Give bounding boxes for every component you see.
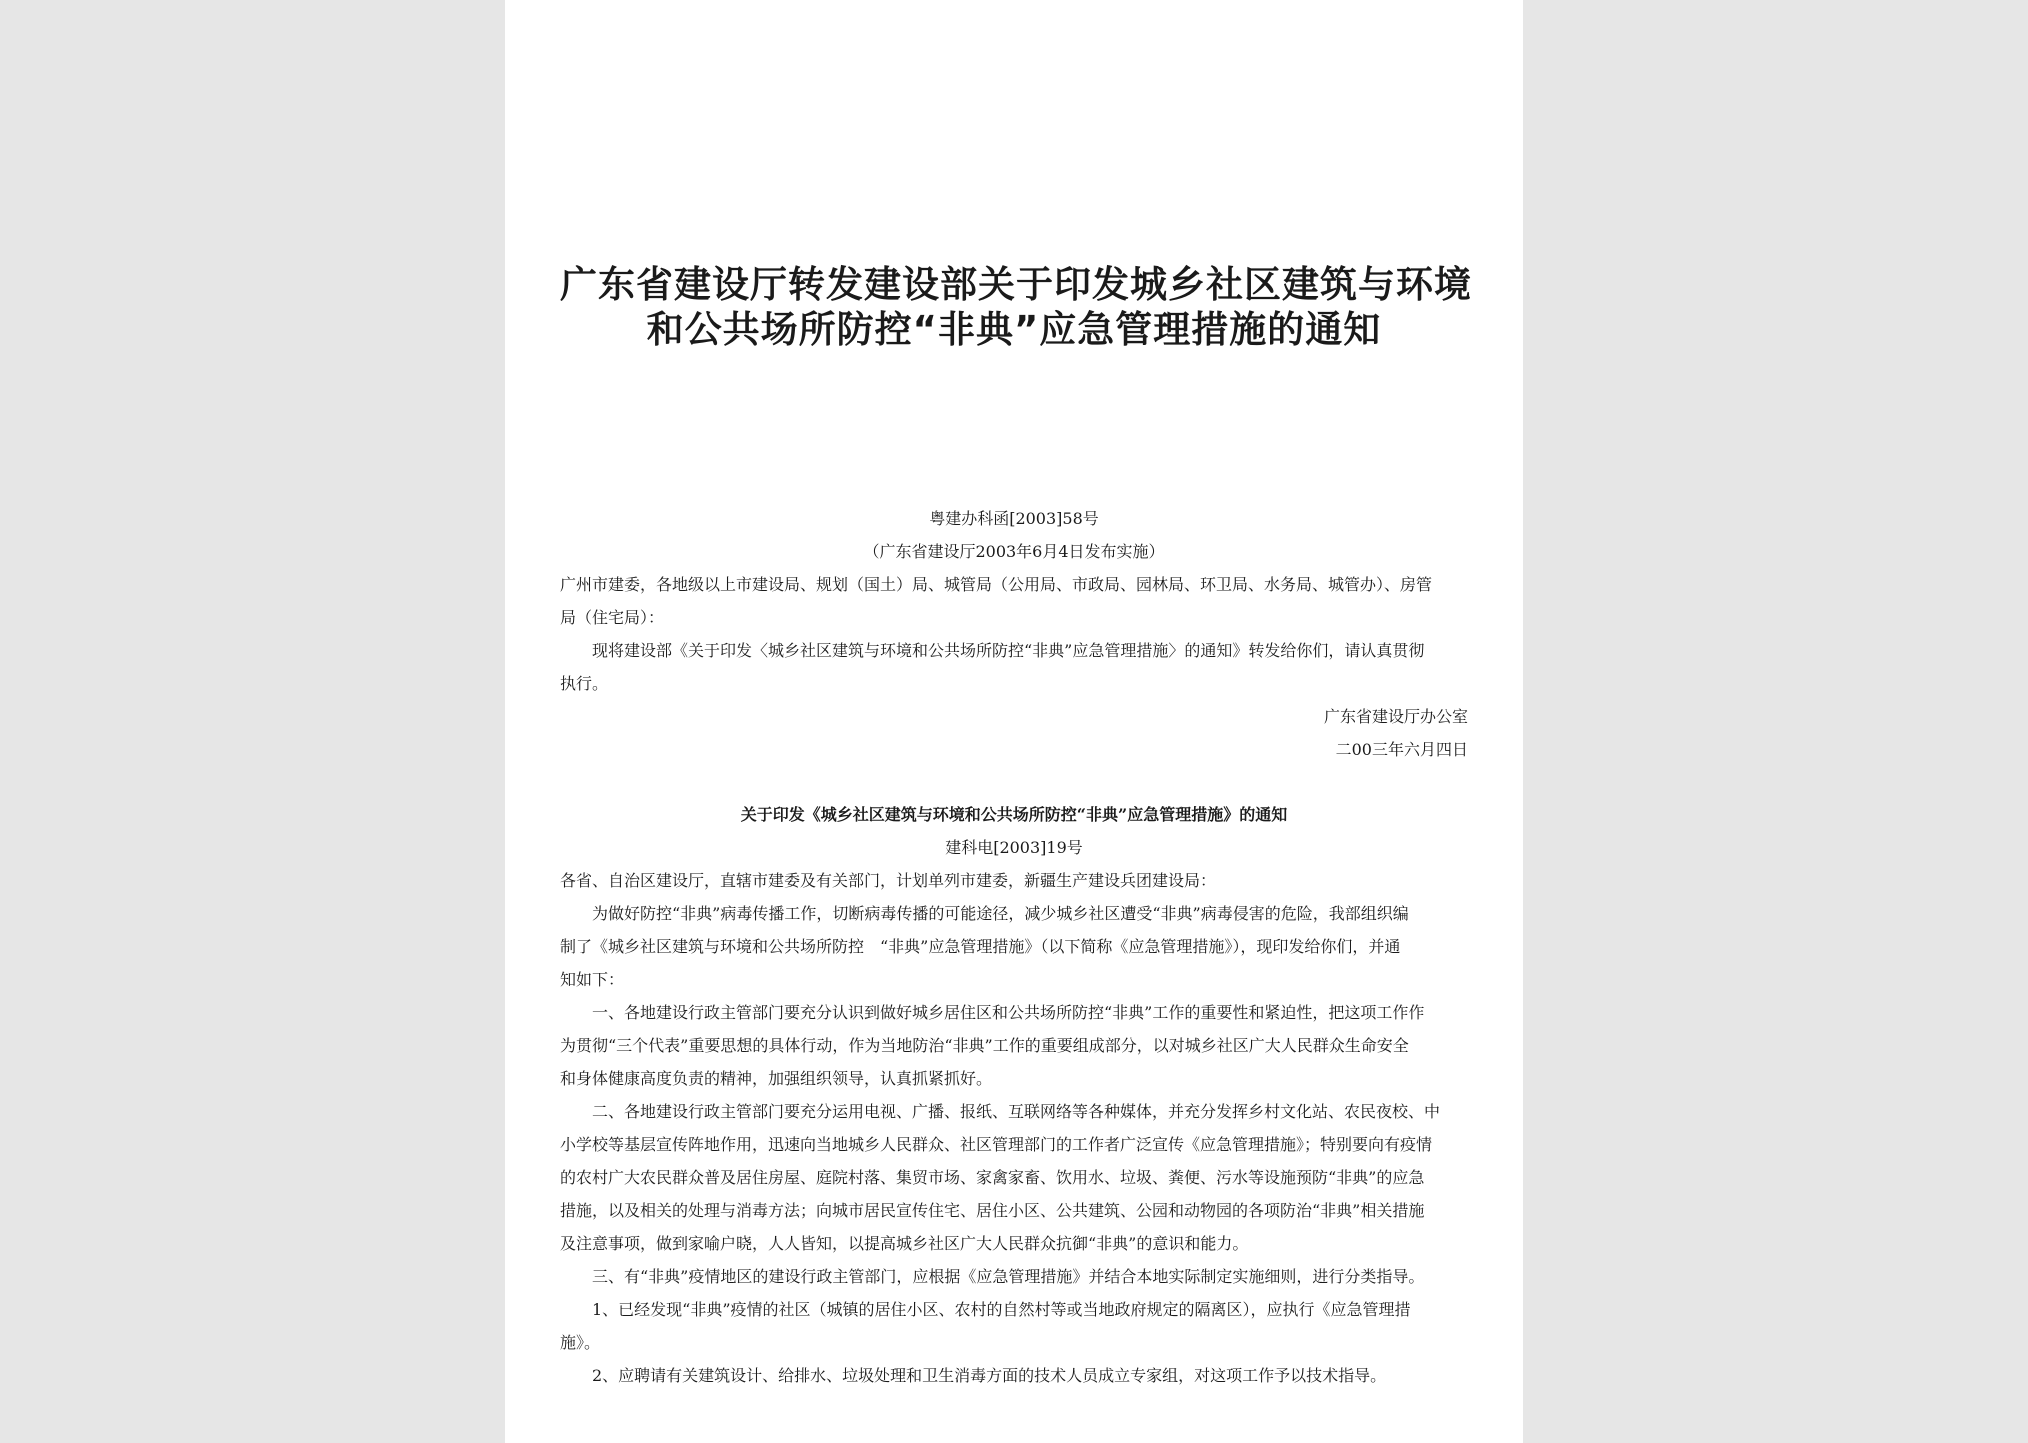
paragraph-line: 制了《城乡社区建筑与环境和公共场所防控 “非典”应急管理措施》（以下简称《应急管理措施》），现印发给你们，并通 [560,937,1401,956]
paragraph-line: 和身体健康高度负责的精神，加强组织领导，认真抓紧抓好。 [560,1069,993,1088]
doc-number: 粤建办科函[2003]58号 [929,509,1099,528]
paragraph-line: 小学校等基层宣传阵地作用，迅速向当地城乡人民群众、社区管理部门的工作者广泛宣传《应急管理措施》；特别要向有疫情 [560,1135,1433,1154]
title-line-2: 和公共场所防控“非典”应急管理措施的通知 [646,308,1382,351]
paragraph-line: 三、有“非典”疫情地区的建设行政主管部门，应根据《应急管理措施》并结合本地实际制定实施细则，进行分类指导。 [592,1267,1425,1286]
paragraph-line: 措施，以及相关的处理与消毒方法；向城市居民宣传住宅、居住小区、公共建筑、公园和动物园的各项防治“非典”相关措施 [560,1201,1425,1220]
recipients-line-1: 广州市建委，各地级以上市建设局、规划（国土）局、城管局（公用局、市政局、园林局、环卫局、水务局、城管办）、房管 [560,575,1433,594]
paragraph-line: 2、应聘请有关建筑设计、给排水、垃圾处理和卫生消毒方面的技术人员成立专家组，对这项工作予以技术指导。 [592,1366,1387,1385]
paragraph-line: 知如下： [560,970,625,989]
paragraph-line: 为做好防控“非典”病毒传播工作，切断病毒传播的可能途径，减少城乡社区遭受“非典”病毒侵害的危险，我部组织编 [592,904,1409,923]
paragraph-line: 的农村广大农民群众普及居住房屋、庭院村落、集贸市场、家禽家畜、饮用水、垃圾、粪便、污水等设施预防“非典”的应急 [560,1168,1425,1187]
paragraph-line: 1、已经发现“非典”疫情的社区（城镇的居住小区、农村的自然村等或当地政府规定的隔离区），应执行《应急管理措 [592,1300,1411,1319]
paragraph-line: 一、各地建设行政主管部门要充分认识到做好城乡居住区和公共场所防控“非典”工作的重要性和紧迫性，把这项工作作 [592,1003,1425,1022]
document-title [560,262,1472,352]
paragraph-line: 二、各地建设行政主管部门要充分运用电视、广播、报纸、互联网络等各种媒体，并充分发挥乡村文化站、农民夜校、中 [592,1102,1441,1121]
paragraph-line: 及注意事项，做到家喻户晓，人人皆知，以提高城乡社区广大人民群众抗御“非典”的意识和能力。 [560,1234,1249,1253]
sign-date: 二00三年六月四日 [1335,740,1468,759]
signer: 广东省建设厅办公室 [1323,707,1468,726]
notice-doc-number: 建科电[2003]19号 [945,838,1083,857]
document-page [505,0,1523,1443]
notice-heading: 关于印发《城乡社区建筑与环境和公共场所防控“非典”应急管理措施》的通知 [740,805,1288,824]
forward-body-line-1: 现将建设部《关于印发〈城乡社区建筑与环境和公共场所防控“非典”应急管理措施〉的通知》转发给你们，请认真贯彻 [592,641,1425,660]
paragraph-line: 施》。 [560,1333,601,1352]
forward-body-line-2: 执行。 [560,674,609,693]
title-line-1: 广东省建设厅转发建设部关于印发城乡社区建筑与环境 [560,263,1472,306]
recipients-line-2: 局（住宅局）： [560,608,665,627]
paragraph-line: 为贯彻“三个代表”重要思想的具体行动，作为当地防治“非典”工作的重要组成部分，以对城乡社区广大人民群众生命安全 [560,1036,1409,1055]
issue-note: （广东省建设厅2003年6月4日发布实施） [863,542,1165,561]
notice-recipients: 各省、自治区建设厅，直辖市建委及有关部门，计划单列市建委，新疆生产建设兵团建设局： [560,871,1217,890]
